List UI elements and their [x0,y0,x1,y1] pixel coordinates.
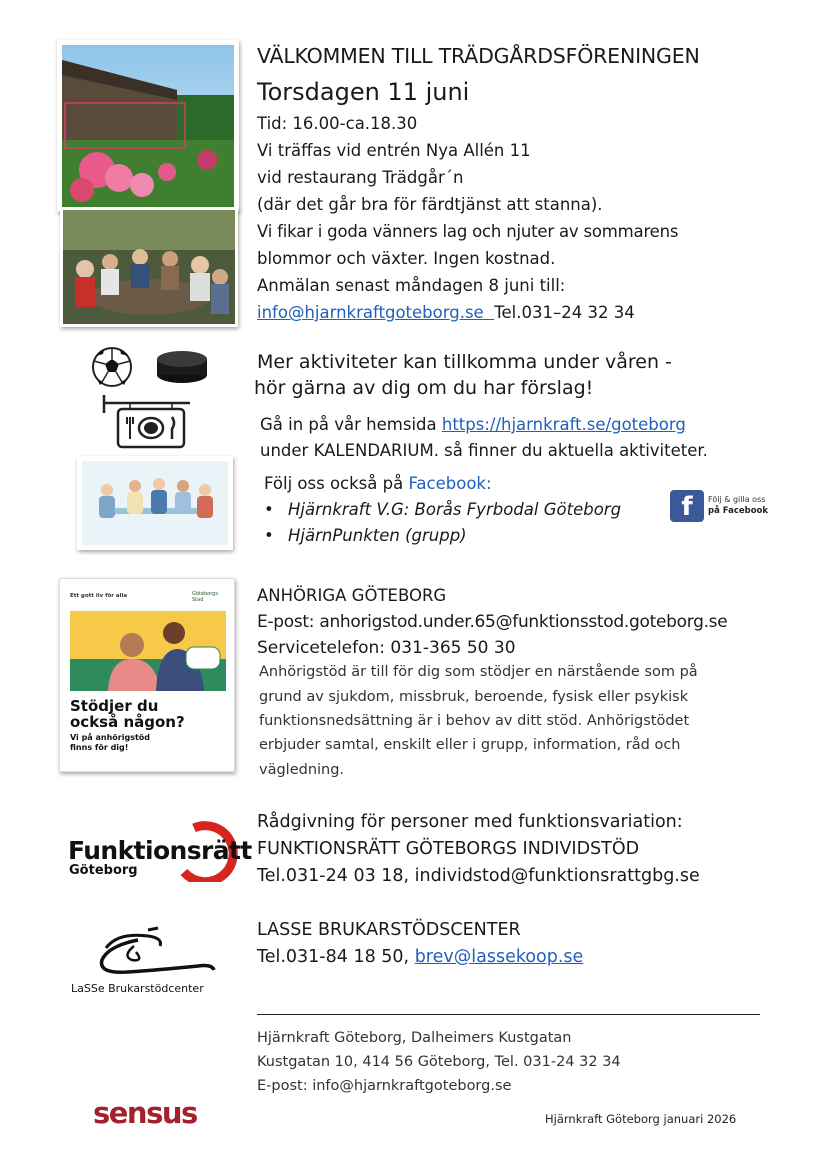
anhorigstod-brochure: Ett gott liv för alla Göteborgs Stad Stödjer du också någon? Vi på anhörigstöd finns för dig! [59,578,235,772]
website-link[interactable]: https://hjarnkraft.se/goteborg [441,415,686,434]
funktionsratt-logo-main: Funktionsrätt [68,836,252,865]
welcome-title: VÄLKOMMEN TILL TRÄDGÅRDSFÖRENINGEN [257,44,700,68]
meeting-illustration-image [77,456,233,550]
footer-date: Hjärnkraft Göteborg januari 2026 [545,1112,737,1126]
facebook-group-2: • HjärnPunkten (grupp) [264,526,467,545]
hockey-puck-icon [155,349,209,385]
facebook-badge-line1: Följ & gilla oss [708,495,766,504]
garden-photo [57,40,239,212]
welcome-line-signup: Anmälan senast måndagen 8 juni till: [257,276,566,295]
welcome-line-restaurant: vid restaurang Trädgår´n [257,168,464,187]
website-calendar-line: under KALENDARIUM. så finner du aktuella aktiviteter. [260,441,708,460]
funktionsratt-line3: Tel.031-24 03 18, individstod@funktionsrattgbg.se [257,866,700,886]
more-activities-line1: Mer aktiviteter kan tillkomma under våren - [257,351,672,373]
welcome-line-fika: Vi fikar i goda vänners lag och njuter av sommarens [257,222,679,241]
funktionsratt-logo [66,820,252,882]
facebook-icon: f [670,490,704,522]
restaurant-sign-icon [100,393,194,451]
signup-contact [257,303,635,322]
website-line: Gå in på vår hemsida https://hjarnkraft.se/goteborg [260,415,686,434]
lasse-contact: Tel.031-84 18 50, brev@lassekoop.se [257,947,584,967]
meeting-illustration [77,456,233,550]
footer-line-3: E-post: info@hjarnkraftgoteborg.se [257,1078,512,1094]
anhoriga-title: ANHÖRIGA GÖTEBORG [257,586,447,605]
welcome-line-cost: blommor och växter. Ingen kostnad. [257,249,556,268]
funktionsratt-line2: FUNKTIONSRÄTT GÖTEBORGS INDIVIDSTÖD [257,839,640,859]
lasse-swirl-icon [88,926,218,980]
event-date: Torsdagen 11 juni [257,78,470,106]
welcome-line-time: Tid: 16.00-ca.18.30 [257,114,418,133]
bullet-icon: • [264,526,274,545]
footer-divider [257,1014,760,1015]
bullet-icon: • [264,500,274,519]
anhoriga-phone: Servicetelefon: 031-365 50 30 [257,638,516,658]
sensus-logo: sensus [93,1096,197,1130]
funktionsratt-line1: Rådgivning för personer med funktionsvariation: [257,812,683,832]
anhoriga-desc-4: erbjuder samtal, enskilt eller i grupp, information, råd och [259,737,681,753]
anhoriga-desc-5: vägledning. [259,762,345,778]
signup-email-link[interactable]: info@hjarnkraftgoteborg.se [257,303,484,322]
welcome-line-transport: (där det går bra för färdtjänst att stanna). [257,195,603,214]
garden-photo-image [57,40,239,212]
facebook-badge[interactable] [668,490,768,522]
anhoriga-email: E-post: anhorigstod.under.65@funktionsstod.goteborg.se [257,612,728,632]
facebook-group-1: • Hjärnkraft V.G: Borås Fyrbodal Göteborg [264,500,622,519]
brochure-illustration [70,611,226,691]
welcome-line-meet: Vi träffas vid entrén Nya Allén 11 [257,141,531,160]
group-photo-image [60,207,238,327]
footer-line-1: Hjärnkraft Göteborg, Dalheimers Kustgatan [257,1030,572,1046]
facebook-follow-line: Följ oss också på Facebook: [264,474,492,493]
lasse-title: LASSE BRUKARSTÖDSCENTER [257,920,521,940]
anhoriga-desc-1: Anhörigstöd är till för dig som stödjer en närstående som på [259,664,698,680]
facebook-badge-line2: på Facebook [708,506,769,516]
anhoriga-desc-2: grund av sjukdom, missbruk, beroende, fysisk eller psykisk [259,689,689,705]
lasse-email-link[interactable]: brev@lassekoop.se [414,947,584,967]
group-photo [60,207,238,327]
more-activities-line2: hör gärna av dig om du har förslag! [254,377,594,399]
lasse-logo [68,926,230,998]
anhoriga-desc-3: funktionsnedsättning är i behov av ditt stöd. Anhörigstödet [259,713,690,729]
soccer-ball-icon [91,346,133,388]
lasse-logo-text: LaSSe Brukarstödcenter [71,982,204,995]
footer-line-2: Kustgatan 10, 414 56 Göteborg, Tel. 031-24 32 34 [257,1054,621,1070]
funktionsratt-logo-sub: Göteborg [69,863,138,878]
signup-phone: Tel.031–24 32 34 [494,303,635,322]
facebook-word[interactable]: Facebook: [408,474,492,493]
